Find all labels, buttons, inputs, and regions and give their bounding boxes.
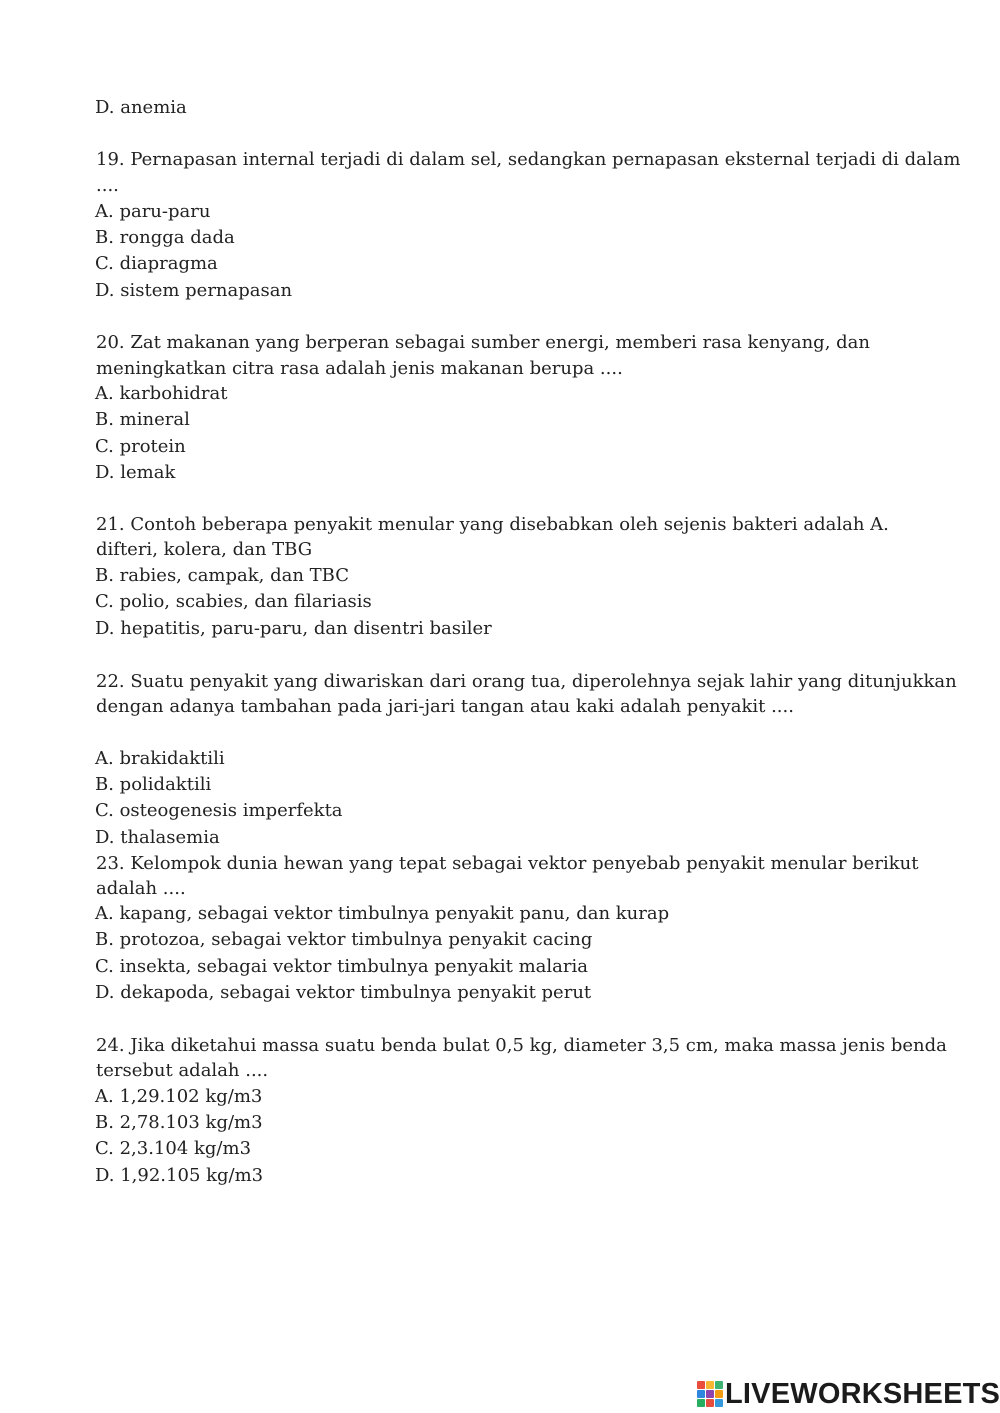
- question-19-option-a: A. paru-paru: [95, 201, 211, 222]
- liveworksheets-logo: [697, 1376, 1000, 1412]
- question-20-text: 20. Zat makanan yang berperan sebagai sumber energi, memberi rasa kenyang, dan: [96, 332, 870, 353]
- logo-square: [706, 1390, 714, 1398]
- logo-square: [706, 1381, 714, 1389]
- question-19-option-c: C. diapragma: [95, 253, 218, 274]
- question-20-option-a: A. karbohidrat: [95, 383, 228, 404]
- question-19-text: 19. Pernapasan internal terjadi di dalam sel, sedangkan pernapasan eksternal terjadi di dalam: [96, 149, 961, 170]
- option-line: D. anemia: [95, 97, 187, 118]
- question-20-option-b: B. mineral: [95, 409, 190, 430]
- question-23-option-d: D. dekapoda, sebagai vektor timbulnya penyakit perut: [95, 982, 592, 1003]
- question-23-text-cont: adalah ....: [96, 878, 186, 899]
- question-24-option-c: C. 2,3.104 kg/m3: [95, 1138, 252, 1159]
- question-23-text: 23. Kelompok dunia hewan yang tepat sebagai vektor penyebab penyakit menular berikut: [96, 853, 919, 874]
- logo-square: [697, 1381, 705, 1389]
- question-21-option-d: D. hepatitis, paru-paru, dan disentri basiler: [95, 618, 492, 639]
- question-24-option-d: D. 1,92.105 kg/m3: [95, 1165, 264, 1186]
- question-24-option-b: B. 2,78.103 kg/m3: [95, 1112, 263, 1133]
- question-23-option-a: A. kapang, sebagai vektor timbulnya penyakit panu, dan kurap: [95, 903, 670, 924]
- logo-square: [715, 1381, 723, 1389]
- question-20-text-cont: meningkatkan citra rasa adalah jenis makanan berupa ....: [96, 358, 623, 379]
- logo-square: [697, 1390, 705, 1398]
- question-21-text: 21. Contoh beberapa penyakit menular yang disebabkan oleh sejenis bakteri adalah A.: [96, 514, 889, 535]
- logo-text: LIVEWORKSHEETS: [725, 1377, 1000, 1410]
- question-21-option-c: C. polio, scabies, dan filariasis: [95, 591, 372, 612]
- question-19-option-d: D. sistem pernapasan: [95, 280, 293, 301]
- question-21-option-b: B. rabies, campak, dan TBC: [95, 565, 350, 586]
- question-23-option-b: B. protozoa, sebagai vektor timbulnya penyakit cacing: [95, 929, 593, 950]
- logo-square: [715, 1399, 723, 1407]
- question-22-text-cont: dengan adanya tambahan pada jari-jari tangan atau kaki adalah penyakit ....: [96, 696, 794, 717]
- question-19-option-b: B. rongga dada: [95, 227, 235, 248]
- question-24-option-a: A. 1,29.102 kg/m3: [95, 1086, 263, 1107]
- logo-square: [706, 1399, 714, 1407]
- question-24-text-cont: tersebut adalah ....: [96, 1060, 269, 1081]
- question-22-option-c: C. osteogenesis imperfekta: [95, 800, 343, 821]
- question-19-text-cont: ....: [96, 175, 119, 196]
- question-22-option-a: A. brakidaktili: [95, 748, 225, 769]
- question-20-option-c: C. protein: [95, 436, 186, 457]
- question-23-option-c: C. insekta, sebagai vektor timbulnya penyakit malaria: [95, 956, 588, 977]
- question-22-text: 22. Suatu penyakit yang diwariskan dari orang tua, diperolehnya sejak lahir yang ditunjukkan: [96, 671, 957, 692]
- question-20-option-d: D. lemak: [95, 462, 176, 483]
- logo-square: [697, 1399, 705, 1407]
- logo-square: [715, 1390, 723, 1398]
- question-22-option-d: D. thalasemia: [95, 827, 220, 848]
- question-21-option-a: difteri, kolera, dan TBG: [96, 539, 313, 560]
- question-22-option-b: B. polidaktili: [95, 774, 212, 795]
- liveworksheets-logo-icon: [697, 1381, 723, 1407]
- question-24-text: 24. Jika diketahui massa suatu benda bulat 0,5 kg, diameter 3,5 cm, maka massa jenis benda: [96, 1035, 947, 1056]
